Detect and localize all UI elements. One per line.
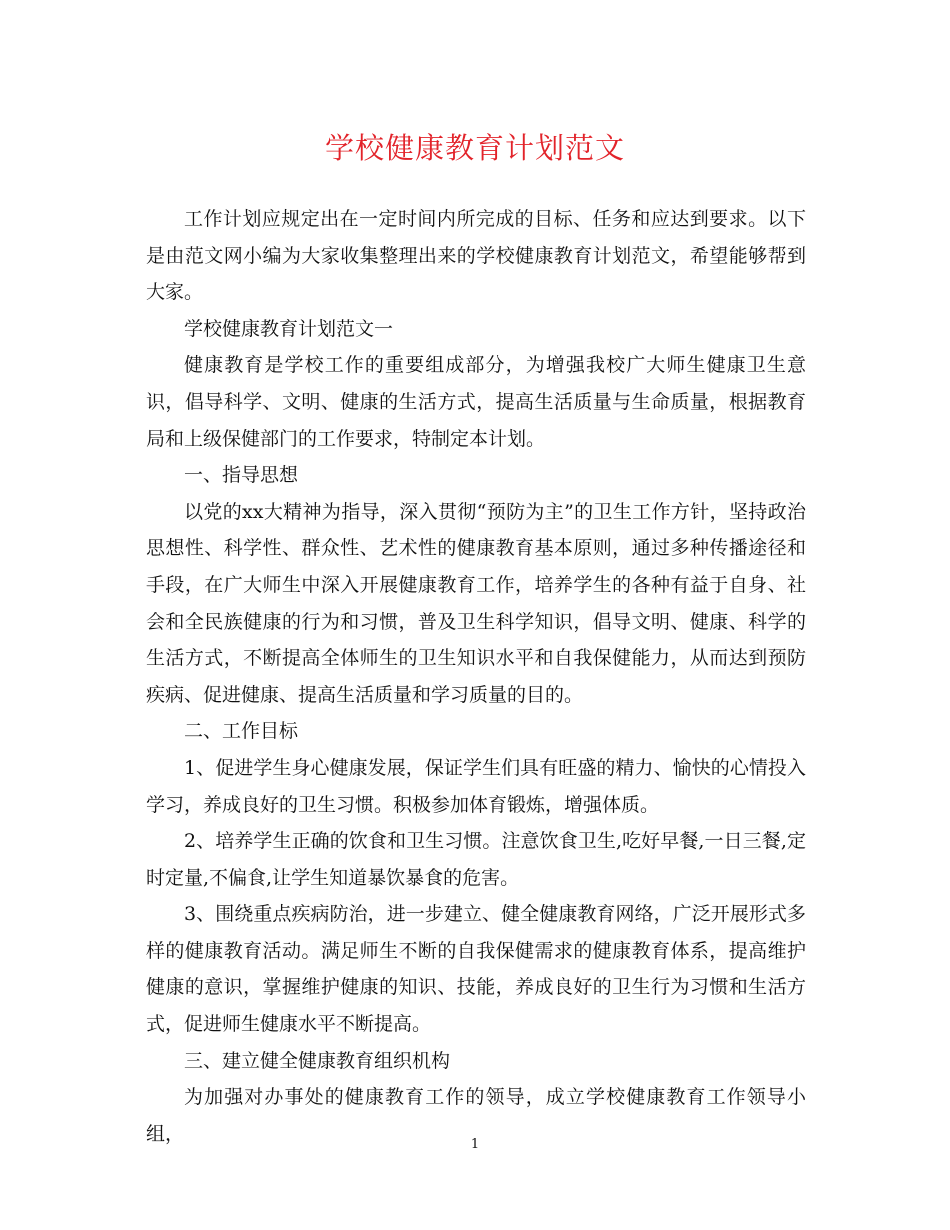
section-heading-work-goals: 二、工作目标 <box>184 720 299 743</box>
intro-paragraph: 工作计划应规定出在一定时间内所完成的目标、任务和应达到要求。以下是由范文网小编为大家收集整理出来的学校健康教育计划范文，希望能够帮到大家。 <box>146 208 806 304</box>
section-heading-guiding-thought: 一、指导思想 <box>184 464 299 487</box>
guiding-thought-paragraph: 以党的xx大精神为指导，深入贯彻“预防为主”的卫生工作方针，坚持政治思想性、科学性、群众性、艺术性的健康教育基本原则，通过多种传播途径和手段，在广大师生中深入开展健康教育工作，培养学生的各种有益于自身、社会和全民族健康的行为和习惯，普及卫生科学知识，倡导文明、健康、科学的生活方式，不断提高全体师生的卫生知识水平和自我保健能力，从而达到预防疾病、促进健康、提高生活质量和学习质量的目的。 <box>146 500 806 706</box>
section-heading-example-one: 学校健康教育计划范文一 <box>184 317 394 340</box>
goal-item-3: 3、围绕重点疾病防治，进一步建立、健全健康教育网络，广泛开展形式多样的健康教育活动。满足师生不断的自我保健需求的健康教育体系，提高维护健康的意识，掌握维护健康的知识、技能，养成良好的卫生行为习惯和生活方式，促进师生健康水平不断提高。 <box>146 903 806 1036</box>
section-heading-organization: 三、建立健全健康教育组织机构 <box>184 1049 451 1072</box>
goal-item-2: 2、培养学生正确的饮食和卫生习惯。注意饮食卫生,吃好早餐,一日三餐,定时定量,不偏食,让学生知道暴饮暴食的危害。 <box>146 830 806 889</box>
document-title: 学校健康教育计划范文 <box>324 131 625 165</box>
document-body <box>146 201 806 1152</box>
goal-item-1: 1、促进学生身心健康发展，保证学生们具有旺盛的精力、愉快的心情投入学习，养成良好的卫生习惯。积极参加体育锻炼，增强体质。 <box>146 756 806 816</box>
overview-paragraph: 健康教育是学校工作的重要组成部分，为增强我校广大师生健康卫生意识，倡导科学、文明、健康的生活方式，提高生活质量与生命质量，根据教育局和上级保健部门的工作要求，特制定本计划。 <box>146 354 806 450</box>
organization-paragraph: 为加强对办事处的健康教育工作的领导，成立学校健康教育工作领导小组， <box>146 1086 806 1145</box>
page-number: 1 <box>470 1137 480 1152</box>
